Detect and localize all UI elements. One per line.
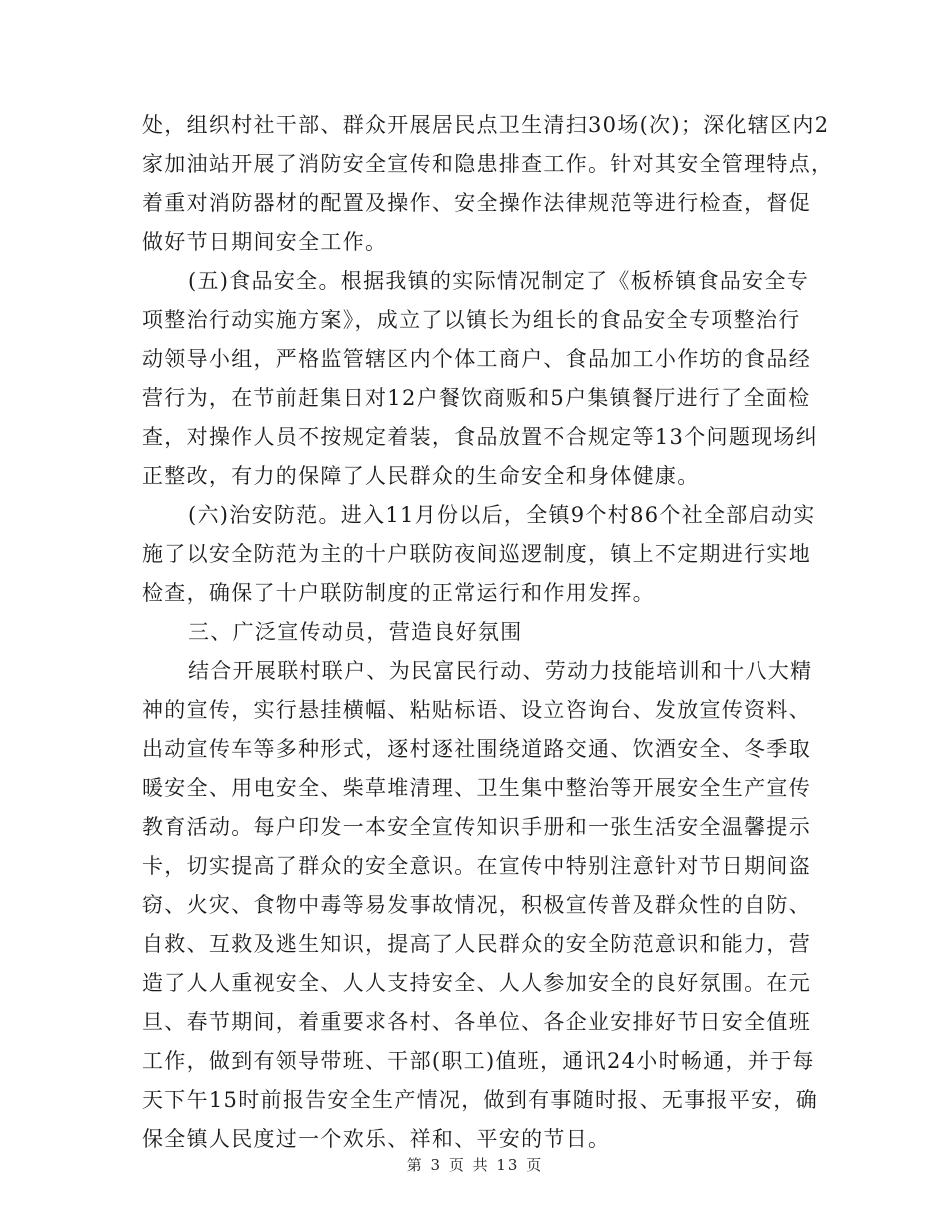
text-line: 卡，切实提高了群众的安全意识。在宣传中特别注意针对节日期间盗 [142,854,811,878]
text-line: 造了人人重视安全、人人支持安全、人人参加安全的良好氛围。在元 [142,971,811,995]
text-line: 动领导小组，严格监管辖区内个体工商户、食品加工小作坊的食品经 [142,347,811,371]
text-line: 保全镇人民度过一个欢乐、祥和、平安的节日。 [142,1127,611,1151]
text-line: 神的宣传，实行悬挂横幅、粘贴标语、设立咨询台、发放宣传资料、 [142,698,811,722]
text-line: (五)食品安全。根据我镇的实际情况制定了《板桥镇食品安全专 [188,269,810,293]
text-line: 结合开展联村联户、为民富民行动、劳动力技能培训和十八大精 [188,659,813,683]
text-line: 项整治行动实施方案》，成立了以镇长为组长的食品安全专项整治行 [142,308,801,332]
paragraph-publicity [142,652,819,1159]
text-line: 正整改，有力的保障了人民群众的生命安全和身体健康。 [142,464,700,488]
paragraph-continued [142,106,834,262]
text-line: 着重对消防器材的配置及操作、安全操作法律规范等进行检查，督促 [142,191,811,215]
text-line: 天下午15时前报告安全生产情况，做到有事随时报、无事报平安，确 [142,1088,819,1112]
text-line: 教育活动。每户印发一本安全宣传知识手册和一张生活安全温馨提示 [142,815,811,839]
text-line: 窃、火灾、食物中毒等易发事故情况，积极宣传普及群众性的自防、 [142,893,811,917]
text-line: 做好节日期间安全工作。 [142,230,388,254]
text-line: 查，对操作人员不按规定着装，食品放置不合规定等13个问题现场纠 [142,425,819,449]
text-line: 工作，做到有领导带班、干部(职工)值班，通讯24小时畅通，并于每 [142,1049,815,1073]
text-line: 营行为，在节前赶集日对12户餐饮商贩和5户集镇餐厅进行了全面检 [142,386,811,410]
text-line: 自救、互救及逃生知识，提高了人民群众的安全防范意识和能力，营 [142,932,811,956]
document-body [142,106,834,1159]
text-line: 暖安全、用电安全、柴草堆清理、卫生集中整治等开展安全生产宣传 [142,776,811,800]
text-line: 出动宣传车等多种形式，逐村逐社围绕道路交通、饮酒安全、冬季取 [142,737,811,761]
text-line: 家加油站开展了消防安全宣传和隐患排查工作。针对其安全管理特点， [142,152,834,176]
paragraph-public-security [142,496,816,613]
text-line: (六)治安防范。进入11月份以后，全镇9个村86个社全部启动实 [188,503,816,527]
text-line: 旦、春节期间，着重要求各村、各单位、各企业安排好节日安全值班 [142,1010,811,1034]
text-line: 检查，确保了十户联防制度的正常运行和作用发挥。 [142,581,655,605]
paragraph-food-safety [142,262,819,496]
text-line: 施了以安全防范为主的十户联防夜间巡逻制度，镇上不定期进行实地 [142,542,811,566]
page-number-footer: 第 3 页 共 13 页 [406,1156,544,1174]
text-line: 处，组织村社干部、群众开展居民点卫生清扫30场(次)；深化辖区内2 [142,113,830,137]
paragraph-section-heading [142,613,810,652]
text-line: 三、广泛宣传动员，营造良好氛围 [188,620,523,644]
